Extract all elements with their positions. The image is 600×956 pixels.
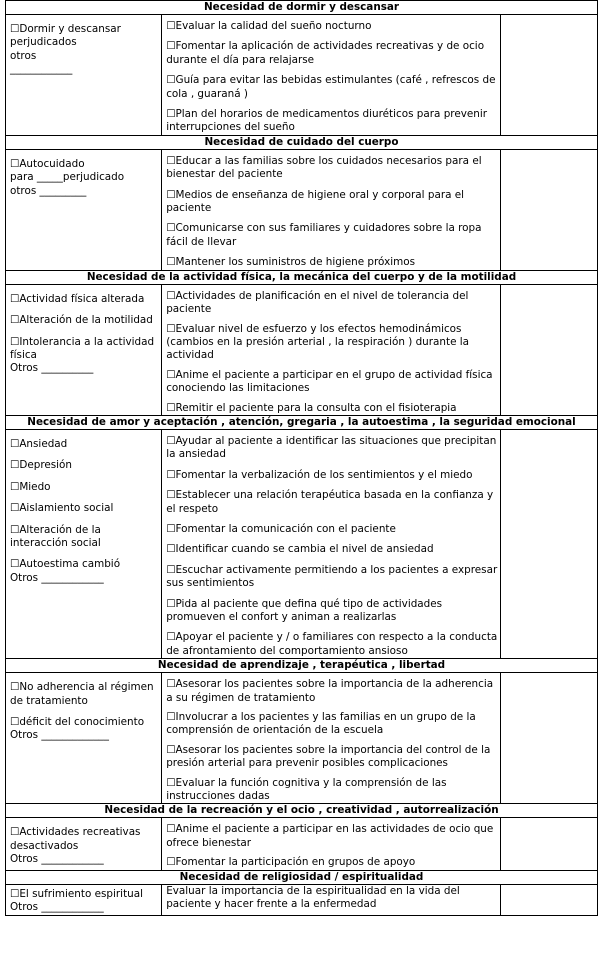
diagnosis-item[interactable]: [10, 481, 158, 494]
evaluation-cell[interactable]: [501, 15, 598, 136]
diagnosis-label: Otros ____________: [10, 853, 104, 866]
section-header-row: [6, 804, 598, 818]
diagnosis-label: ____________: [10, 63, 73, 76]
diagnosis-label: Autocuidado: [19, 157, 85, 170]
diagnosis-item[interactable]: [10, 502, 158, 515]
section-title: Necesidad de dormir y descansar: [6, 1, 598, 15]
diagnosis-item[interactable]: [10, 438, 158, 451]
intervention-cell: [162, 15, 501, 136]
evaluation-cell[interactable]: [501, 673, 598, 804]
evaluation-cell[interactable]: [501, 429, 598, 658]
intervention-item[interactable]: ☐Actividades de planificación en el nivel de tolerancia del paciente: [166, 289, 469, 316]
checkbox-icon[interactable]: ☐: [10, 437, 20, 450]
intervention-cell: [162, 429, 501, 658]
diagnosis-item[interactable]: [10, 459, 158, 472]
intervention-item[interactable]: Evaluar la importancia de la espiritualidad en la vida del paciente y hacer frente a la enfermedad: [166, 884, 460, 911]
diagnosis-label: Miedo: [19, 480, 51, 493]
diagnosis-label: Dormir y descansar perjudicados: [10, 23, 121, 49]
diagnosis-cell: [6, 149, 162, 270]
checkbox-icon[interactable]: ☐: [10, 826, 20, 839]
diagnosis-label: Intolerancia a la actividad física: [10, 335, 155, 361]
intervention-item[interactable]: ☐Fomentar la comunicación con el paciente: [166, 522, 396, 535]
diagnosis-cell: [6, 884, 162, 915]
diagnosis-label: Alteración de la interacción social: [10, 523, 101, 549]
diagnosis-item[interactable]: [10, 314, 158, 327]
diagnosis-label: No adherencia al régimen de tratamiento: [10, 681, 154, 707]
diagnosis-item: [10, 50, 158, 63]
intervention-item[interactable]: ☐Identificar cuando se cambia el nivel de ansiedad: [166, 543, 434, 556]
diagnosis-item[interactable]: [10, 826, 158, 853]
intervention-item[interactable]: ☐Ayudar al paciente a identificar las situaciones que precipitan la ansiedad: [166, 434, 497, 461]
checkbox-icon[interactable]: ☐: [10, 314, 20, 327]
diagnosis-label: Aislamiento social: [19, 502, 114, 515]
intervention-item[interactable]: ☐Asesorar los pacientes sobre la importancia del control de la presión arterial para prevenir posibles complicaciones: [166, 743, 491, 770]
care-plan-table-frame: [5, 0, 598, 956]
intervention-item[interactable]: ☐Evaluar la función cognitiva y la comprensión de las instrucciones dadas: [166, 776, 447, 803]
intervention-item[interactable]: ☐Pida al paciente que defina qué tipo de actividades promueven el confort y animan a realizarlas: [166, 597, 443, 623]
diagnosis-cell: [6, 818, 162, 870]
checkbox-icon[interactable]: ☐: [10, 523, 20, 536]
intervention-item[interactable]: ☐Comunicarse con sus familiares y cuidadores sobre la ropa fácil de llevar: [166, 222, 482, 248]
checkbox-icon[interactable]: ☐: [10, 502, 20, 515]
diagnosis-label: Actividad física alterada: [19, 292, 145, 305]
section-header-row: [6, 659, 598, 673]
diagnosis-item: [10, 572, 158, 585]
intervention-cell: [162, 284, 501, 415]
checkbox-icon[interactable]: ☐: [10, 335, 20, 348]
section-body-row: [6, 284, 598, 415]
intervention-item[interactable]: ☐Fomentar la participación en grupos de apoyo: [166, 856, 416, 869]
diagnosis-label: Otros ____________: [10, 901, 104, 914]
diagnosis-label: Alteración de la motilidad: [19, 314, 153, 327]
intervention-item[interactable]: ☐Apoyar el paciente y / o familiares con respecto a la conducta de afrontamiento del comportamiento ansioso: [166, 631, 498, 657]
diagnosis-label: Ansiedad: [19, 437, 68, 450]
intervention-item[interactable]: ☐Educar a las familias sobre los cuidados necesarios para el bienestar del paciente: [166, 154, 482, 181]
checkbox-icon[interactable]: ☐: [10, 157, 20, 170]
checkbox-icon[interactable]: ☐: [10, 681, 20, 694]
diagnosis-item[interactable]: [10, 158, 158, 171]
diagnosis-label: El sufrimiento espiritual: [19, 887, 143, 900]
evaluation-cell[interactable]: [501, 818, 598, 870]
section-header-row: [6, 415, 598, 429]
section-body-row: [6, 429, 598, 658]
section-title: Necesidad de amor y aceptación , atención, gregaria , la autoestima , la seguridad emocional: [6, 415, 598, 429]
care-plan-table: [5, 0, 598, 916]
diagnosis-item[interactable]: [10, 293, 158, 306]
intervention-cell: [162, 673, 501, 804]
diagnosis-item: [10, 729, 158, 742]
diagnosis-item[interactable]: [10, 524, 158, 551]
intervention-item[interactable]: ☐Remitir el paciente para la consulta con el fisioterapia: [166, 401, 457, 414]
section-header-row: [6, 870, 598, 884]
evaluation-cell[interactable]: [501, 149, 598, 270]
diagnosis-item: [10, 901, 158, 914]
diagnosis-item[interactable]: [10, 716, 158, 729]
section-title: Necesidad de cuidado del cuerpo: [6, 135, 598, 149]
intervention-item[interactable]: ☐Establecer una relación terapéutica basada en la confianza y el respeto: [166, 489, 494, 515]
section-title: Necesidad de religiosidad / espiritualidad: [6, 870, 598, 884]
checkbox-icon[interactable]: ☐: [10, 459, 20, 472]
intervention-cell: [162, 818, 501, 870]
diagnosis-item: [10, 362, 158, 375]
section-title: Necesidad de la actividad física, la mecánica del cuerpo y de la motilidad: [6, 270, 598, 284]
checkbox-icon[interactable]: ☐: [10, 716, 20, 729]
diagnosis-item: [10, 63, 158, 76]
diagnosis-label: Depresión: [19, 459, 72, 472]
intervention-item[interactable]: ☐Fomentar la verbalización de los sentimientos y el miedo: [166, 468, 473, 481]
diagnosis-label: otros: [10, 49, 37, 62]
diagnosis-label: Otros __________: [10, 362, 94, 375]
evaluation-cell[interactable]: [501, 884, 598, 915]
intervention-item[interactable]: ☐Guía para evitar las bebidas estimulantes (café , refrescos de cola , guaraná ): [166, 74, 496, 100]
section-body-row: [6, 673, 598, 804]
diagnosis-label: para _____perjudicado: [10, 171, 125, 184]
diagnosis-cell: [6, 284, 162, 415]
section-body-row: [6, 149, 598, 270]
intervention-item[interactable]: ☐Involucrar a los pacientes y las familias en un grupo de la comprensión de orientación de la escuela: [166, 711, 476, 737]
diagnosis-item[interactable]: [10, 23, 158, 50]
diagnosis-label: otros _________: [10, 184, 87, 197]
diagnosis-label: Otros _____________: [10, 729, 109, 742]
checkbox-icon[interactable]: ☐: [10, 480, 20, 493]
diagnosis-label: Actividades recreativas desactivados: [10, 826, 141, 852]
diagnosis-label: déficit del conocimiento: [19, 716, 145, 729]
section-header-row: [6, 1, 598, 15]
section-title: Necesidad de la recreación y el ocio , creatividad , autorrealización: [6, 804, 598, 818]
diagnosis-label: Otros ____________: [10, 571, 104, 584]
diagnosis-item: [10, 171, 158, 184]
intervention-item[interactable]: ☐Escuchar activamente permitiendo a los pacientes a expresar sus sentimientos: [166, 563, 498, 590]
intervention-item[interactable]: ☐Asesorar los pacientes sobre la importancia de la adherencia a su régimen de tratamiento: [166, 678, 494, 704]
checkbox-icon[interactable]: ☐: [10, 887, 20, 900]
section-title: Necesidad de aprendizaje , terapéutica , libertad: [6, 659, 598, 673]
diagnosis-cell: [6, 673, 162, 804]
checkbox-icon[interactable]: ☐: [10, 292, 20, 305]
section-body-row: [6, 884, 598, 915]
diagnosis-label: Autoestima cambió: [19, 558, 121, 571]
intervention-item[interactable]: ☐Fomentar la aplicación de actividades recreativas y de ocio durante el día para relajarse: [166, 40, 485, 66]
intervention-cell: [162, 884, 501, 915]
intervention-item[interactable]: ☐Mantener los suministros de higiene próximos: [166, 256, 416, 269]
diagnosis-cell: [6, 429, 162, 658]
evaluation-cell[interactable]: [501, 284, 598, 415]
diagnosis-item[interactable]: [10, 558, 158, 571]
intervention-cell: [162, 149, 501, 270]
intervention-item[interactable]: ☐Anime el paciente a participar en las actividades de ocio que ofrece bienestar: [166, 823, 494, 849]
diagnosis-item[interactable]: [10, 681, 158, 708]
intervention-item[interactable]: ☐Medios de enseñanza de higiene oral y corporal para el paciente: [166, 188, 465, 215]
checkbox-icon[interactable]: ☐: [10, 558, 20, 571]
section-body-row: [6, 15, 598, 136]
intervention-item[interactable]: ☐Anime el paciente a participar en el grupo de actividad física conociendo las limitaciones: [166, 368, 493, 395]
diagnosis-item[interactable]: [10, 888, 158, 901]
section-body-row: [6, 818, 598, 870]
diagnosis-item: [10, 853, 158, 866]
intervention-item[interactable]: ☐Plan del horarios de medicamentos diuréticos para prevenir interrupciones del sueño: [166, 108, 488, 134]
intervention-item[interactable]: ☐Evaluar nivel de esfuerzo y los efectos hemodinámicos (cambios en la presión arterial , la respiración ) durante la actividad: [166, 322, 470, 362]
diagnosis-cell: [6, 15, 162, 136]
section-header-row: [6, 135, 598, 149]
diagnosis-item[interactable]: [10, 336, 158, 363]
diagnosis-item: [10, 185, 158, 198]
checkbox-icon[interactable]: ☐: [10, 23, 20, 35]
section-header-row: [6, 270, 598, 284]
intervention-item[interactable]: ☐Evaluar la calidad del sueño nocturno: [166, 20, 372, 32]
